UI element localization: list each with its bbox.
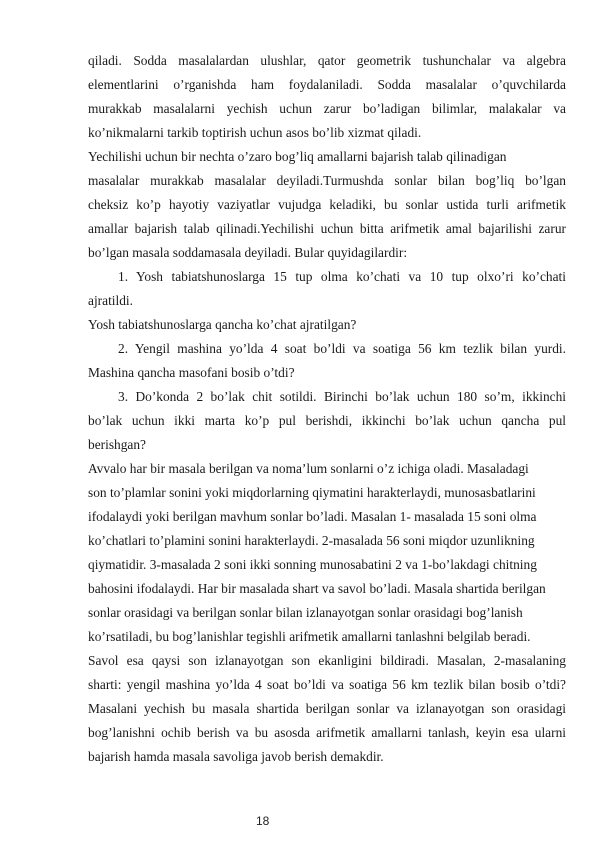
text-line: berishgan? xyxy=(88,437,147,452)
text-line: ifodalaydi yoki berilgan mavhum sonlar bo’ladi. Masalan 1- masalada 15 soni olma xyxy=(88,509,537,524)
text-line: ajratildi. xyxy=(88,293,133,308)
text-line: qiymatidir. 3-masalada 2 soni ikki sonning munosabatini 2 va 1-bo’lakdagi chitning xyxy=(88,557,537,572)
text-line: bog’lanishni ochib berish va bu asosda arifmetik amallarni tanlash, keyin esa ularni xyxy=(88,725,566,740)
text-line: cheksiz ko’p hayotiy vaziyatlar vujudga keladiki, bu sonlar ustida turli arifmetik xyxy=(88,197,566,212)
page-number: 18 xyxy=(256,814,270,828)
text-line: elementlarini o’rganishda ham foydalaniladi. Sodda masalalar o’quvchilarda xyxy=(88,77,566,92)
text-line: bajarish hamda masala savoliga javob berish demakdir. xyxy=(88,749,384,764)
text-line: ko’nikmalarni tarkib toptirish uchun asos bo’lib xizmat qiladi. xyxy=(88,125,422,140)
text-line: masalalar murakkab masalalar deyiladi.Turmushda sonlar bilan bog’liq bo’lgan xyxy=(88,173,566,188)
text-line: Yechilishi uchun bir nechta o’zaro bog’liq amallarni bajarish talab qilinadigan xyxy=(88,149,507,164)
text-line: sharti: yengil mashina yo’lda 4 soat bo’ldi va soatiga 56 km tezlik bilan bosib o’tdi? xyxy=(88,677,566,692)
text-line: Yosh tabiatshunoslarga qancha ko’chat ajratilgan? xyxy=(88,317,357,332)
text-line: Mashina qancha masofani bosib o’tdi? xyxy=(88,365,295,380)
text-line: bo’lgan masala soddamasala deyiladi. Bular quyidagilardir: xyxy=(88,245,408,260)
text-line: amallar bajarish talab qilinadi.Yechilishi uchun bitta arifmetik amal bajarilishi zarur xyxy=(88,221,566,236)
text-line: Savol esa qaysi son izlanayotgan son ekanligini bildiradi. Masalan, 2-masalaning xyxy=(88,653,566,668)
text-line: qiladi. Sodda masalalardan ulushlar, qator geometrik tushunchalar va algebra xyxy=(88,53,566,68)
text-line: son to’plamlar sonini yoki miqdorlarning qiymatini harakterlaydi, munosasbatlarini xyxy=(88,485,536,500)
list-item-2: 2. Yengil mashina yo’lda 4 soat bo’ldi va soatiga 56 km tezlik bilan yurdi. xyxy=(118,341,566,356)
list-item-3: 3. Do’konda 2 bo’lak chit sotildi. Birinchi bo’lak uchun 180 so’m, ikkinchi xyxy=(118,389,566,404)
text-line: ko’chatlari to’plamini sonini harakterlaydi. 2-masalada 56 soni miqdor uzunlikning xyxy=(88,533,535,548)
text-line: Masalani yechish bu masala shartida berilgan sonlar va izlanayotgan son orasidagi xyxy=(88,701,566,716)
text-line: ko’rsatiladi, bu bog’lanishlar tegishli arifmetik amallarni tanlashni belgilab beradi. xyxy=(88,629,531,644)
text-line: sonlar orasidagi va berilgan sonlar bilan izlanayotgan sonlar orasidagi bog’lanish xyxy=(88,605,523,620)
text-line: bahosini ifodalaydi. Har bir masalada shart va savol bo’ladi. Masala shartida berilgan xyxy=(88,581,546,596)
list-item-1: 1. Yosh tabiatshunoslarga 15 tup olma ko’chati va 10 tup olxo’ri ko’chati xyxy=(118,269,566,284)
text-line: Avvalo har bir masala berilgan va noma’lum sonlarni o’z ichiga oladi. Masaladagi xyxy=(88,461,529,476)
text-line: bo’lak uchun ikki marta ko’p pul berishdi, ikkinchi bo’lak uchun qancha pul xyxy=(88,413,566,428)
text-line: murakkab masalalarni yechish uchun zarur bo’ladigan bilimlar, malakalar va xyxy=(88,101,566,116)
